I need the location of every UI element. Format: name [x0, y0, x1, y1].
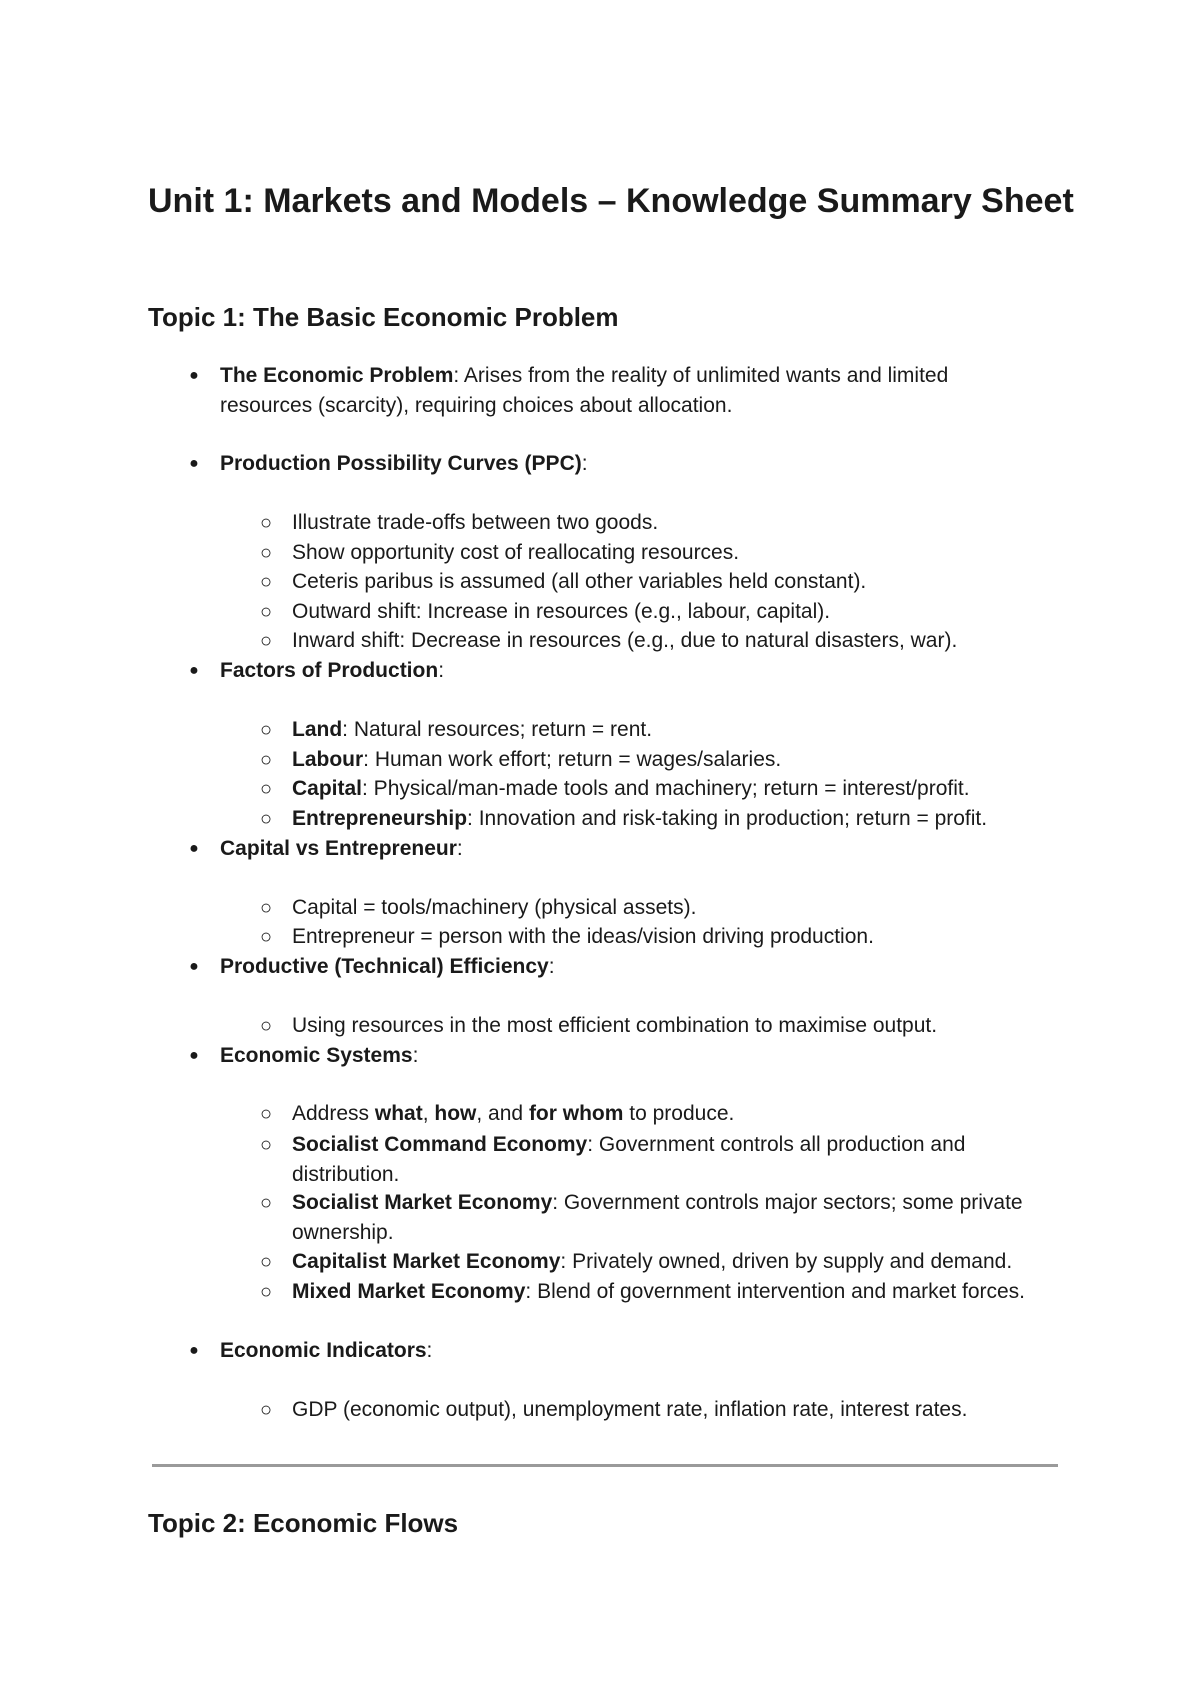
- item-text: : Government controls all production and distribution.: [292, 1133, 966, 1186]
- list-item-capital-vs-entrepreneur: [148, 834, 1150, 864]
- sub-item-ppc-3: [148, 567, 1200, 597]
- circle-bullet-icon: ○: [259, 1103, 273, 1125]
- term-label: Mixed Market Economy: [292, 1280, 526, 1303]
- circle-bullet-icon: ○: [259, 1251, 273, 1273]
- item-suffix: :: [581, 452, 588, 475]
- sub-item-entrepreneur-definition: [148, 922, 1200, 952]
- term-label: The Economic Problem: [220, 364, 454, 387]
- item-suffix: :: [426, 1339, 433, 1362]
- circle-bullet-icon: ○: [259, 749, 273, 771]
- sub-item-ppc-2: [148, 538, 1200, 568]
- item-text: Capital = tools/machinery (physical assets).: [292, 896, 697, 919]
- bullet-icon: ●: [189, 958, 199, 975]
- text-fragment: Address: [292, 1102, 375, 1125]
- term-label: Production Possibility Curves (PPC): [220, 452, 582, 475]
- list-item-productive-efficiency: [148, 952, 1150, 982]
- item-text: : Innovation and risk-taking in production; return = profit.: [467, 807, 988, 830]
- circle-bullet-icon: ○: [259, 897, 273, 919]
- sub-item-socialist-command: [148, 1130, 1200, 1190]
- topic-1-heading: Topic 1: The Basic Economic Problem: [148, 302, 619, 332]
- bullet-icon: ●: [189, 455, 199, 472]
- item-text: Entrepreneur = person with the ideas/vision driving production.: [292, 925, 874, 948]
- sub-item-entrepreneurship: [148, 804, 1200, 834]
- sub-item-land: [148, 715, 1200, 745]
- term-label: Socialist Market Economy: [292, 1191, 553, 1214]
- sub-item-efficiency-definition: [148, 1011, 1200, 1041]
- item-suffix: :: [412, 1044, 419, 1067]
- bullet-icon: ●: [189, 1342, 199, 1359]
- item-text: Outward shift: Increase in resources (e.g., labour, capital).: [292, 600, 831, 623]
- sub-item-indicators-list: [148, 1395, 1200, 1425]
- item-text: Inward shift: Decrease in resources (e.g., due to natural disasters, war).: [292, 629, 958, 652]
- circle-bullet-icon: ○: [259, 778, 273, 800]
- sub-item-labour: [148, 745, 1200, 775]
- list-item-ppc: [148, 449, 1150, 479]
- term-for-whom: for whom: [528, 1102, 624, 1125]
- circle-bullet-icon: ○: [259, 630, 273, 652]
- list-item-economic-indicators: [148, 1336, 1150, 1366]
- sub-item-mixed-market: [148, 1277, 1200, 1307]
- term-label: Economic Systems: [220, 1044, 413, 1067]
- circle-bullet-icon: ○: [259, 512, 273, 534]
- sub-item-ppc-1: [148, 508, 1200, 538]
- topic-2-heading: Topic 2: Economic Flows: [148, 1508, 459, 1538]
- item-text: Illustrate trade-offs between two goods.: [292, 511, 659, 534]
- term-label: Economic Indicators: [220, 1339, 427, 1362]
- bullet-icon: ●: [189, 367, 199, 384]
- text-fragment: ,: [422, 1102, 435, 1125]
- list-item-factors-of-production: [148, 656, 1150, 686]
- circle-bullet-icon: ○: [259, 571, 273, 593]
- item-suffix: :: [438, 659, 445, 682]
- circle-bullet-icon: ○: [259, 542, 273, 564]
- item-text: : Natural resources; return = rent.: [342, 718, 653, 741]
- term-label: Capital: [292, 777, 363, 800]
- circle-bullet-icon: ○: [259, 1192, 273, 1214]
- term-label: Land: [292, 718, 343, 741]
- text-fragment: , and: [476, 1102, 529, 1125]
- item-suffix: :: [456, 837, 463, 860]
- bullet-icon: ●: [189, 840, 199, 857]
- circle-bullet-icon: ○: [259, 808, 273, 830]
- term-label: Capitalist Market Economy: [292, 1250, 561, 1273]
- item-text: Ceteris paribus is assumed (all other variables held constant).: [292, 570, 867, 593]
- sub-item-capital-definition: [148, 893, 1200, 923]
- term-what: what: [374, 1102, 423, 1125]
- list-item-economic-problem: [148, 361, 1150, 421]
- circle-bullet-icon: ○: [259, 1399, 273, 1421]
- document-title: Unit 1: Markets and Models – Knowledge Summary Sheet: [148, 182, 1074, 220]
- circle-bullet-icon: ○: [259, 926, 273, 948]
- sub-item-socialist-market: [148, 1188, 1200, 1248]
- term-label: Productive (Technical) Efficiency: [220, 955, 549, 978]
- term-label: Entrepreneurship: [292, 807, 468, 830]
- term-how: how: [434, 1102, 477, 1125]
- circle-bullet-icon: ○: [259, 601, 273, 623]
- circle-bullet-icon: ○: [259, 1134, 273, 1156]
- term-label: Capital vs Entrepreneur: [220, 837, 457, 860]
- item-text: : Government controls major sectors; some private ownership.: [292, 1191, 1023, 1244]
- circle-bullet-icon: ○: [259, 1015, 273, 1037]
- circle-bullet-icon: ○: [259, 719, 273, 741]
- item-text: : Arises from the reality of unlimited wants and limited resources (scarcity), requiring choices about allocation.: [220, 364, 949, 417]
- term-label: Factors of Production: [220, 659, 439, 682]
- item-text: : Privately owned, driven by supply and demand.: [560, 1250, 1013, 1273]
- item-text: Using resources in the most efficient combination to maximise output.: [292, 1014, 938, 1037]
- item-text: GDP (economic output), unemployment rate, inflation rate, interest rates.: [292, 1398, 968, 1421]
- circle-bullet-icon: ○: [259, 1281, 273, 1303]
- text-fragment: to produce.: [623, 1102, 735, 1125]
- term-label: Socialist Command Economy: [292, 1133, 588, 1156]
- item-text: : Blend of government intervention and market forces.: [525, 1280, 1026, 1303]
- item-text: : Physical/man-made tools and machinery; return = interest/profit.: [362, 777, 970, 800]
- item-text: Show opportunity cost of reallocating resources.: [292, 541, 740, 564]
- item-suffix: :: [548, 955, 555, 978]
- horizontal-divider: [152, 1464, 1058, 1467]
- sub-item-ppc-4: [148, 597, 1200, 627]
- sub-item-capitalist-market: [148, 1247, 1200, 1277]
- bullet-icon: ●: [189, 662, 199, 679]
- sub-item-capital: [148, 774, 1200, 804]
- term-label: Labour: [292, 748, 364, 771]
- bullet-icon: ●: [189, 1047, 199, 1064]
- sub-item-ppc-5: [148, 626, 1200, 656]
- list-item-economic-systems: [148, 1041, 1150, 1071]
- sub-item-address-questions: [148, 1099, 1200, 1129]
- item-text: : Human work effort; return = wages/salaries.: [363, 748, 782, 771]
